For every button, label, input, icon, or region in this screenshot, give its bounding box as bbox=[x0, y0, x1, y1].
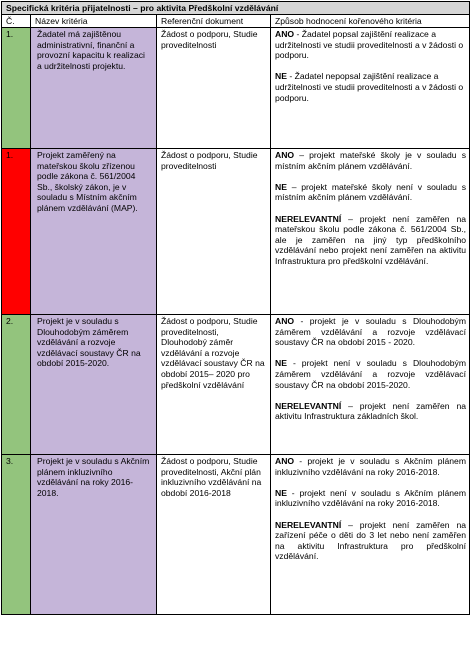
row-number: 3. bbox=[2, 455, 31, 615]
evaluation-method: ANO – projekt mateřské školy je v souladu s místním akčním plánem vzdělávání. NE – projekt mateřské školy není v souladu s místním akčním plánem vzdělávání. NERELEVANTNÍ – projekt není zaměřen na mateřskou školu podle zákona č. 561/2004 Sb., ale je zaměřen na jiný typ předškolního vzdělávání nebo projekt není zaměřen na aktivitu Infrastruktura pro předškolní vzdělávání. bbox=[271, 149, 470, 315]
header-num: Č. bbox=[2, 15, 31, 28]
criterion-name: Žadatel má zajištěnou administrativní, finanční a provozní kapacitu k realizaci a udržitelnosti projektu. bbox=[31, 28, 157, 149]
evaluation-method: ANO - projekt je v souladu s Akčním plánem inkluzivního vzdělávání na roky 2016-2018. NE - projekt není v souladu s Akčním plánem inkluzivního vzdělávání na roky 2016-2018. NERELEVANTNÍ – projekt není zaměřen na zařízení péče o děti do 3 let nebo není zaměřen na aktivitu Infrastruktura pro předškolní vzdělávání. bbox=[271, 455, 470, 615]
reference-document: Žádost o podporu, Studie proveditelnosti, Akční plán inkluzivního vzdělávání na období 2016-2018 bbox=[157, 455, 271, 615]
header-doc: Referenční dokument bbox=[157, 15, 271, 28]
table-row bbox=[2, 28, 470, 149]
reference-document: Žádost o podporu, Studie proveditelnosti bbox=[157, 149, 271, 315]
table-row bbox=[2, 455, 470, 615]
criterion-name: Projekt zaměřený na mateřskou školu zřízenou podle zákona č. 561/2004 Sb., školský zákon, je v souladu s Místním akčním plánem vzdělávání (MAP). bbox=[31, 149, 157, 315]
row-number: 1. bbox=[2, 28, 31, 149]
evaluation-method: ANO - projekt je v souladu s Dlouhodobým záměrem vzdělávání a rozvoje vzdělávací soustavy ČR na období 2015 - 2020. NE - projekt není v souladu s Dlouhodobým záměrem vzdělávání a rozvoje vzdělávací soustavy ČR na období 2015-2020. NERELEVANTNÍ – projekt není zaměřen na aktivitu Infrastruktura základních škol. bbox=[271, 315, 470, 455]
header-method: Způsob hodnocení kořenového kritéria bbox=[271, 15, 470, 28]
table-row bbox=[2, 149, 470, 315]
criteria-table bbox=[1, 1, 470, 615]
reference-document: Žádost o podporu, Studie proveditelnosti, Dlouhodobý záměr vzdělávání a rozvoje vzdělávací soustavy ČR na období 2015– 2020 pro předškolní vzdělávání bbox=[157, 315, 271, 455]
table-title-row bbox=[2, 2, 470, 15]
criterion-name: Projekt je v souladu s Dlouhodobým záměrem vzdělávání a rozvoje vzdělávací soustavy ČR na období 2015-2020. bbox=[31, 315, 157, 455]
table-row bbox=[2, 315, 470, 455]
evaluation-method: ANO - Žadatel popsal zajištění realizace a udržitelnosti ve studii proveditelnosti a v žádosti o podporu. NE - Žadatel nepopsal zajištění realizace a udržitelnosti ve studii proveditelnosti a v žádosti o podporu. bbox=[271, 28, 470, 149]
table-title: Specifická kritéria přijatelnosti – pro aktivita Předškolní vzdělávání bbox=[2, 2, 470, 15]
criterion-name: Projekt je v souladu s Akčním plánem inkluzivního vzdělávání na roky 2016-2018. bbox=[31, 455, 157, 615]
header-name: Název kritéria bbox=[31, 15, 157, 28]
table-header-row bbox=[2, 15, 470, 28]
row-number: 1. bbox=[2, 149, 31, 315]
reference-document: Žádost o podporu, Studie proveditelnosti bbox=[157, 28, 271, 149]
row-number: 2. bbox=[2, 315, 31, 455]
